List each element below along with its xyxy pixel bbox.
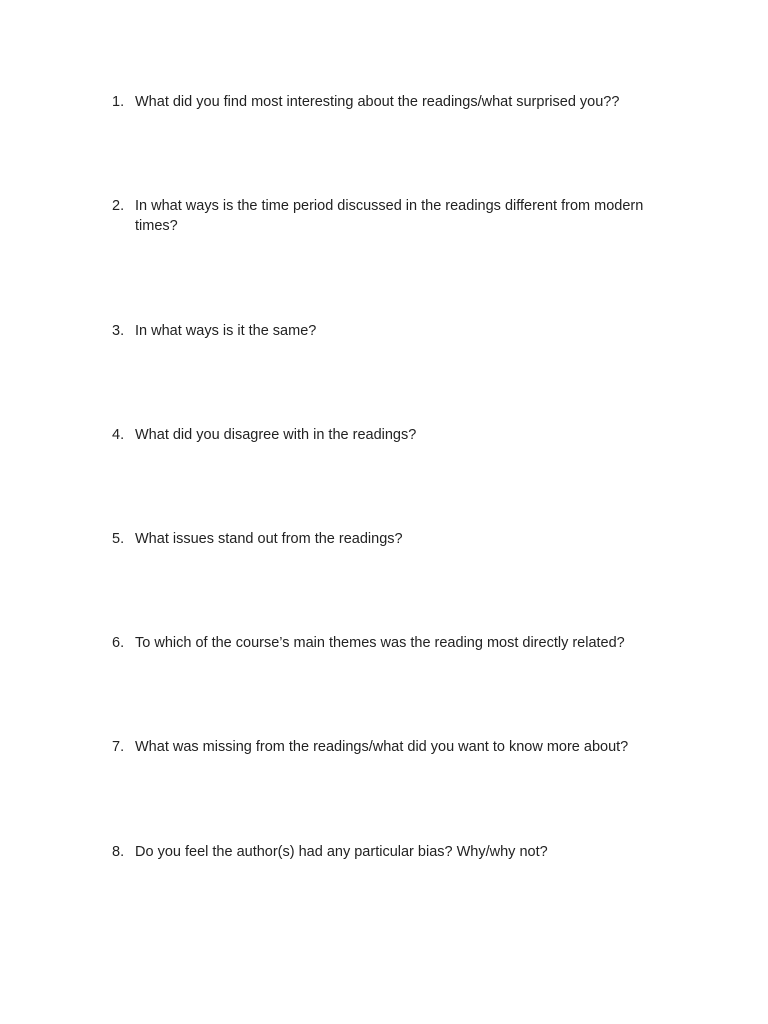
question-item-6 [112,633,672,653]
question-item-2 [112,196,672,236]
question-number: 8. [112,844,125,860]
question-number: 3. [112,323,125,339]
question-text: In what ways is the time period discussed in the readings different from modern times? [135,198,644,234]
question-number: 2. [112,198,125,214]
question-text: What did you find most interesting about the readings/what surprised you?? [135,94,620,110]
question-text: In what ways is it the same? [135,323,317,339]
question-text: What did you disagree with in the readings? [135,427,417,443]
question-number: 7. [112,739,125,755]
question-text: What was missing from the readings/what did you want to know more about? [135,739,629,755]
question-number: 6. [112,635,125,651]
question-text: To which of the course’s main themes was the reading most directly related? [135,635,625,651]
question-item-8 [112,842,672,862]
question-number: 5. [112,531,125,547]
question-item-3 [112,321,672,341]
question-number: 1. [112,94,125,110]
question-item-4 [112,425,672,445]
question-text: What issues stand out from the readings? [135,531,403,547]
question-item-7 [112,737,672,757]
question-number: 4. [112,427,125,443]
question-text: Do you feel the author(s) had any particular bias? Why/why not? [135,844,548,860]
question-item-1 [112,92,672,112]
question-item-5 [112,529,672,549]
